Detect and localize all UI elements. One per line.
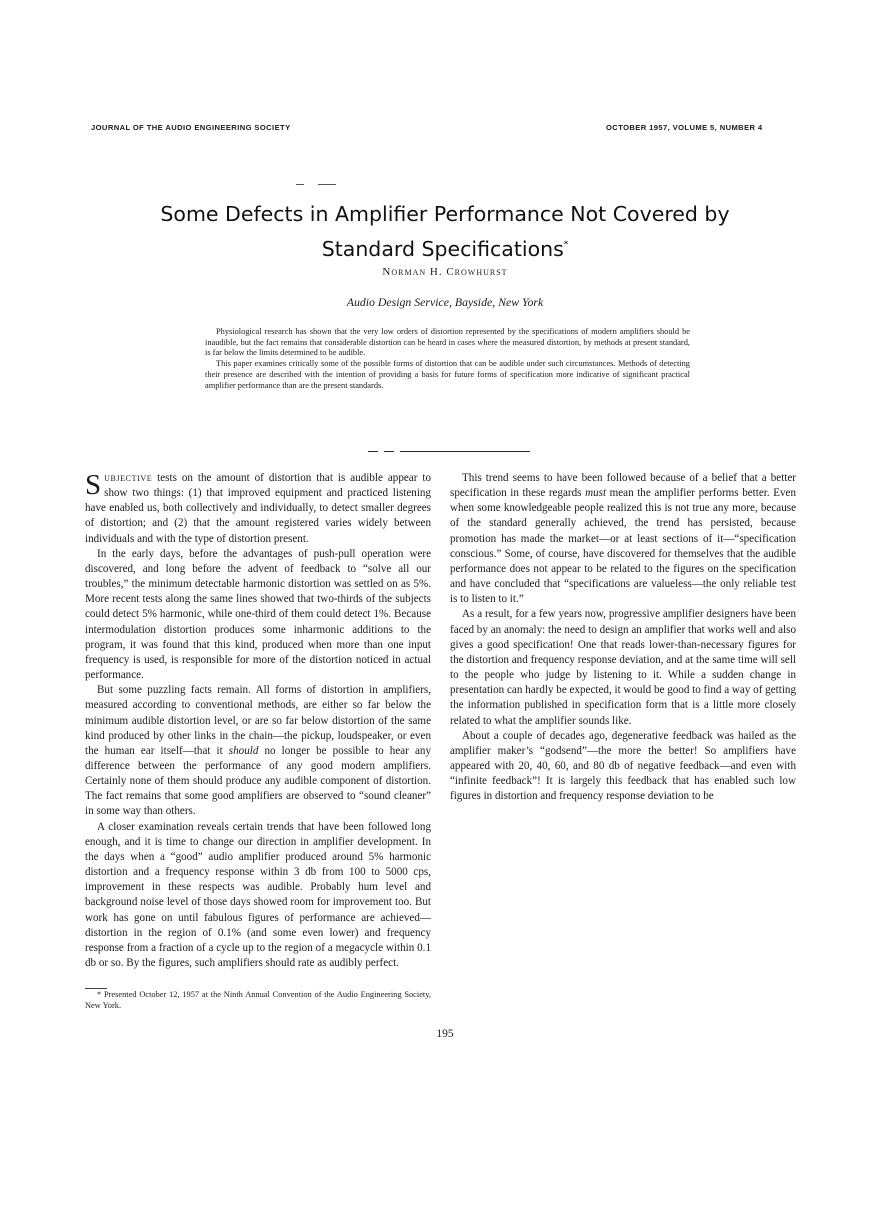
abstract-paragraph: This paper examines critically some of the possible forms of distortion that can be audible under such circumstances. Methods of detecting their presence are described with the intention of providing a basis for future forms of specification more indicative of significant practical amplifier performance than are the present standards. <box>205 359 690 390</box>
paragraph-text: But some puzzling facts remain. All forms of distortion in amplifiers, measured according to conventional methods, are either so far below the minimum audible distortion level, or are so far below distortion of the same kind produced by other links in the chain—the pickup, loudspeaker, or even the human ear itself—that it <box>85 684 431 757</box>
section-divider <box>368 451 378 452</box>
footnote: * Presented October 12, 1957 at the Ninth Annual Convention of the Audio Engineering Society, New York. <box>85 990 431 1010</box>
body-paragraph <box>450 471 796 607</box>
journal-name: JOURNAL OF THE AUDIO ENGINEERING SOCIETY <box>91 123 291 132</box>
issue-info: OCTOBER 1957, VOLUME 5, NUMBER 4 <box>606 123 763 132</box>
title-footnote-mark: * <box>563 240 569 250</box>
author-name: Norman H. Crowhurst <box>382 266 508 278</box>
body-paragraph: About a couple of decades ago, degenerative feedback was hailed as the amplifier maker’s “godsend”—the more the better! So amplifiers have appeared with 20, 40, 60, and 80 db of negative feedback—and even with “infinite feedback”! It is largely this feedback that has enabled such low figures in distortion and frequency response deviation to be <box>450 729 796 803</box>
paragraph-text: mean the amplifier performs better. Even when some knowledgeable people realized this is not true any more, because of the standard generally achieved, the trend has persisted, because promotion has made the market—or at least sections of it—“specification conscious.” Some, of course, have discovered for themselves that the audible performance does not appear to be related to the figures on the specification and have concluded that “specifications are valueless—the only reliable test is to listen to it.” <box>450 487 796 606</box>
top-rule-mark <box>318 184 336 185</box>
drop-cap: S <box>85 469 102 501</box>
footnote-rule <box>85 988 107 989</box>
section-divider <box>384 451 394 452</box>
page-number: 195 <box>436 1028 454 1040</box>
body-paragraph: A closer examination reveals certain trends that have been followed long enough, and it is time to change our direction in amplifier development. In the days when a “good” audio amplifier produced around 5% harmonic distortion and a frequency response within 3 db from 100 to 5000 cps, improvement in these respects was audible. Probably hum level and background noise level of those days showed room for improvement too. But work has gone on until fabulous figures of performance are achieved—distortion in the region of 0.1% (and some even lower) and frequency response from a fraction of a cycle up to the region of a megacycle within 0.1 db or so. By the figures, such amplifiers should rate as audibly perfect. <box>85 820 431 969</box>
emphasis: should <box>228 744 259 757</box>
emphasis: must <box>585 487 607 500</box>
body-paragraph: As a result, for a few years now, progressive amplifier designers have been faced by an anomaly: the need to design an amplifier that works well and also gives a good specification! One that reads lower-than-necessary figures for the distortion and frequency response deviation, and at the same time will sell to the people who judge by listening to it. While a sudden change in presentation can hardly be expected, it would be good to find a way of getting the information published in specification form that is a little more closely related to what the amplifier sounds like. <box>450 608 796 727</box>
section-divider <box>400 451 530 452</box>
abstract-paragraph: Physiological research has shown that the very low orders of distortion represented by the specifications of modern amplifiers should be inaudible, but the fact remains that considerable distortion can be heard in cases where the measured distortion, by methods at present standard, is far below the limits determined to be audible. <box>205 327 690 358</box>
paragraph-text: tests on the amount of distortion that is audible appear to show two things: (1) that improved equipment and practiced listening have enabled us, both collectively and individually, to detect smaller degrees of distortion; and (2) that the amount registered varies widely between individuals and with the type of distortion present. <box>85 472 431 545</box>
top-rule-mark <box>296 184 304 185</box>
body-paragraph: In the early days, before the advantages of push-pull operation were discovered, and long before the advent of feedback to “solve all our troubles,” the minimum detectable harmonic distortion was settled on as 5%. More recent tests along the same lines showed that two-thirds of the subjects could detect 5% harmonic, while one-third of them could detect 1%. Because intermodulation distortion produces some inharmonic additions to the program, it was found that this kind, produced when more than one input frequency is used, is responsible for more of the distortion noticed in actual performance. <box>85 547 431 682</box>
abstract <box>205 327 690 391</box>
body-paragraph <box>85 683 431 819</box>
opening-word: ubjective <box>104 472 153 484</box>
article-title <box>120 199 770 265</box>
title-line-1: Some Defects in Amplifier Performance Not Covered by <box>160 202 730 226</box>
body-column-left <box>85 471 431 971</box>
paragraph-text: This trend seems to have been followed because of a belief that a better specification in these regards <box>450 472 796 500</box>
title-line-2: Standard Specifications <box>321 237 564 261</box>
body-column-right <box>450 471 796 804</box>
author-affiliation: Audio Design Service, Bayside, New York <box>346 295 544 309</box>
body-paragraph <box>85 471 431 547</box>
paragraph-text: no longer be possible to hear any difference between the performance of any good modern amplifiers. Certainly none of them should produce any audible component of distortion. The fact remains that some good amplifiers are observed to “sound cleaner” in some way than others. <box>85 744 431 818</box>
